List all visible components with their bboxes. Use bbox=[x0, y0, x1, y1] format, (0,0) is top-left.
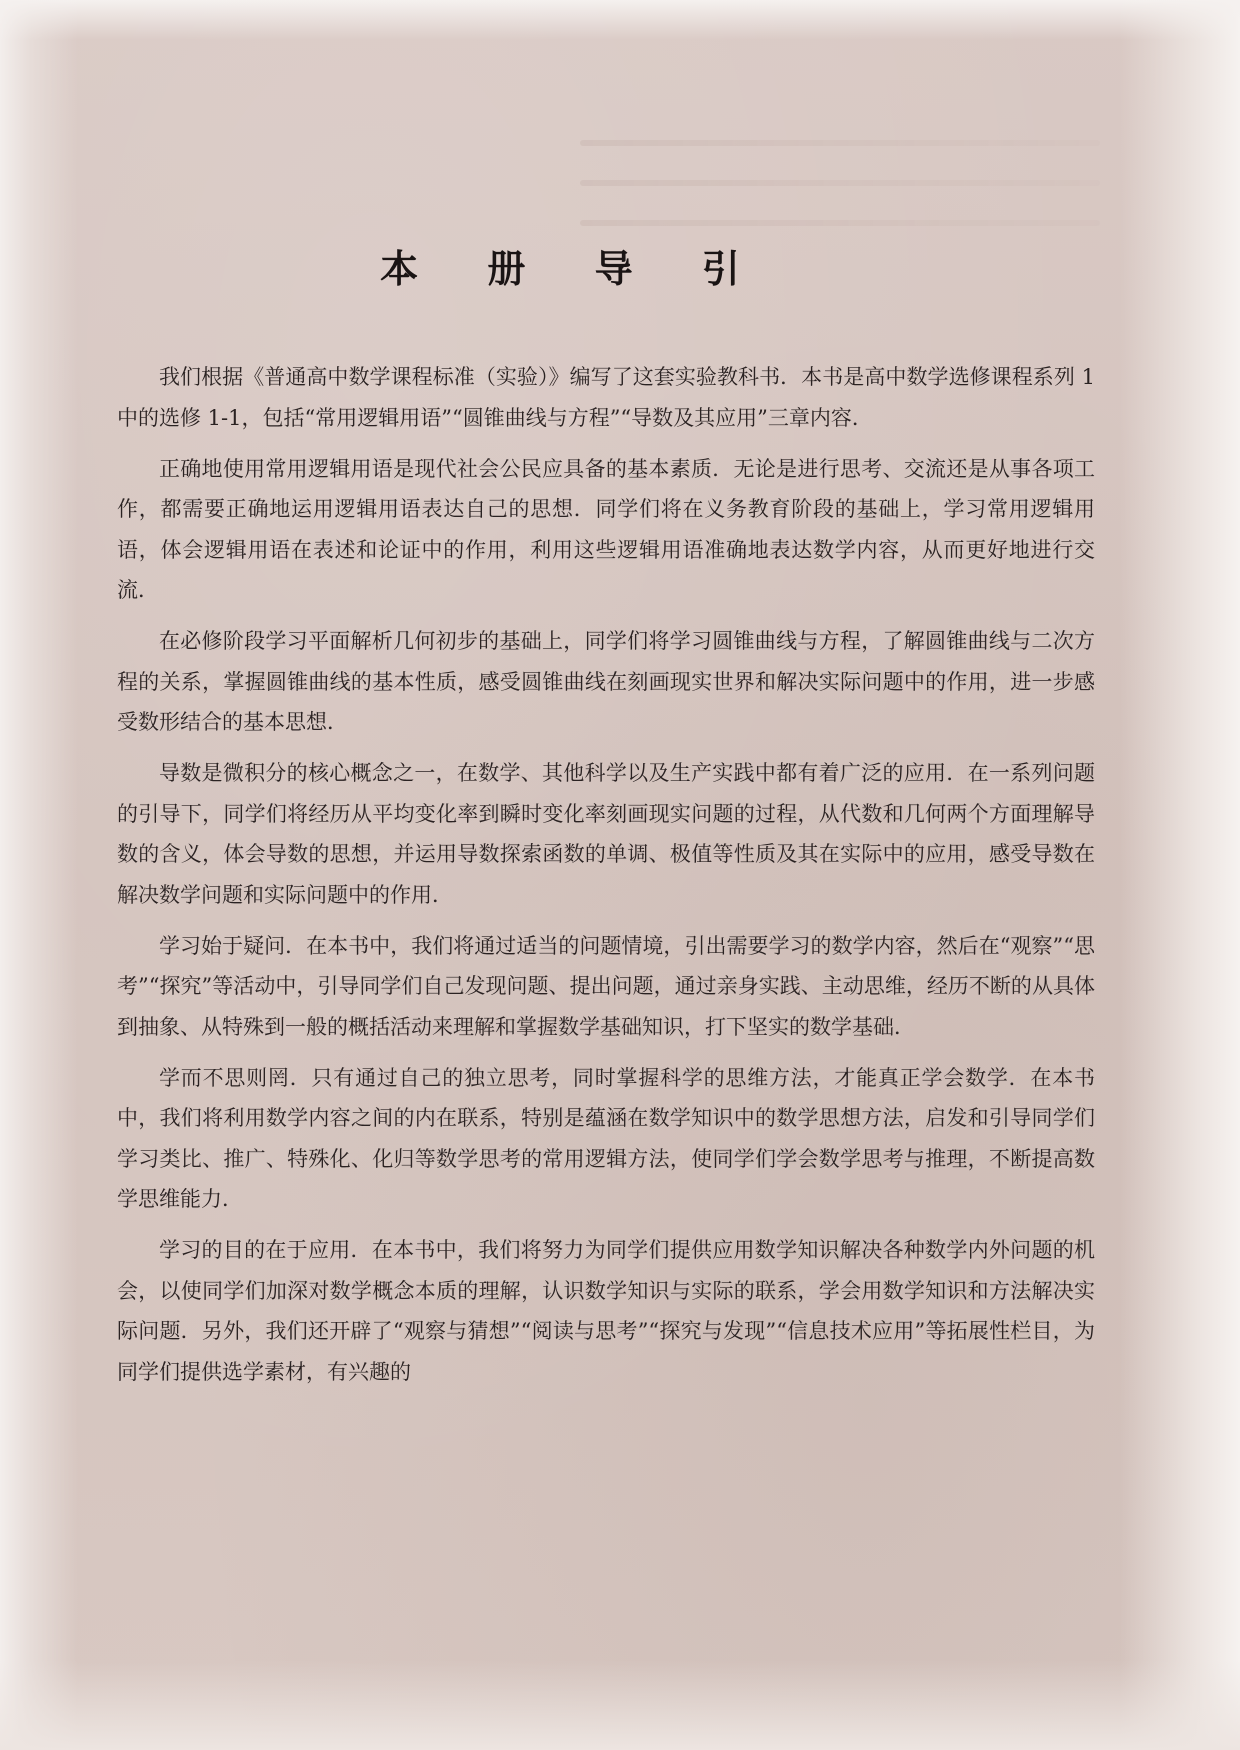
paragraph: 在必修阶段学习平面解析几何初步的基础上，同学们将学习圆锥曲线与方程，了解圆锥曲线与二次方程的关系，掌握圆锥曲线的基本性质，感受圆锥曲线在刻画现实世界和解决实际问题中的作用，进一步感受数形结合的基本思想． bbox=[117, 629, 1095, 734]
paragraph: 正确地使用常用逻辑用语是现代社会公民应具备的基本素质．无论是进行思考、交流还是从事各项工作，都需要正确地运用逻辑用语表达自己的思想．同学们将在义务教育阶段的基础上，学习常用逻辑用语，体会逻辑用语在表述和论证中的作用，利用这些逻辑用语准确地表达数学内容，从而更好地进行交流． bbox=[117, 456, 1095, 602]
paragraph: 学习始于疑问．在本书中，我们将通过适当的问题情境，引出需要学习的数学内容，然后在“观察”“思考”“探究”等活动中，引导同学们自己发现问题、提出问题，通过亲身实践、主动思维，经历不断的从具体到抽象、从特殊到一般的概括活动来理解和掌握数学基础知识，打下坚实的数学基础． bbox=[117, 933, 1095, 1039]
paragraph: 学习的目的在于应用．在本书中，我们将努力为同学们提供应用数学知识解决各种数学内外问题的机会，以使同学们加深对数学概念本质的理解，认识数学知识与实际的联系，学会用数学知识和方法解决实际问题．另外，我们还开辟了“观察与猜想”“阅读与思考”“探究与发现”“信息技术应用”等拓展性栏目，为同学们提供选学素材，有兴趣的 bbox=[117, 1238, 1095, 1384]
paragraph: 我们根据《普通高中数学课程标准（实验）》编写了这套实验教科书．本书是高中数学选修课程系列 1 中的选修 1-1，包括“常用逻辑用语”“圆锥曲线与方程”“导数及其应用”三章内容． bbox=[117, 365, 1095, 430]
page-edge-right bbox=[1120, 0, 1240, 1750]
page-edge-bottom bbox=[0, 1660, 1240, 1750]
body-text bbox=[117, 357, 1095, 1403]
page-edge-top bbox=[0, 0, 1240, 40]
paragraph: 学而不思则罔．只有通过自己的独立思考，同时掌握科学的思维方法，才能真正学会数学．在本书中，我们将利用数学内容之间的内在联系，特别是蕴涵在数学知识中的数学思想方法，启发和引导同学们学习类比、推广、特殊化、化归等数学思考的常用逻辑方法，使同学们学会数学思考与推理，不断提高数学思维能力． bbox=[117, 1065, 1095, 1211]
paragraph: 导数是微积分的核心概念之一，在数学、其他科学以及生产实践中都有着广泛的应用．在一系列问题的引导下，同学们将经历从平均变化率到瞬时变化率刻画现实问题的过程，从代数和几何两个方面理解导数的含义，体会导数的思想，并运用导数探索函数的单调、极值等性质及其在实际中的应用，感受导数在解决数学问题和实际问题中的作用． bbox=[117, 761, 1095, 907]
page-title: 本 册 导 引 bbox=[380, 247, 768, 291]
